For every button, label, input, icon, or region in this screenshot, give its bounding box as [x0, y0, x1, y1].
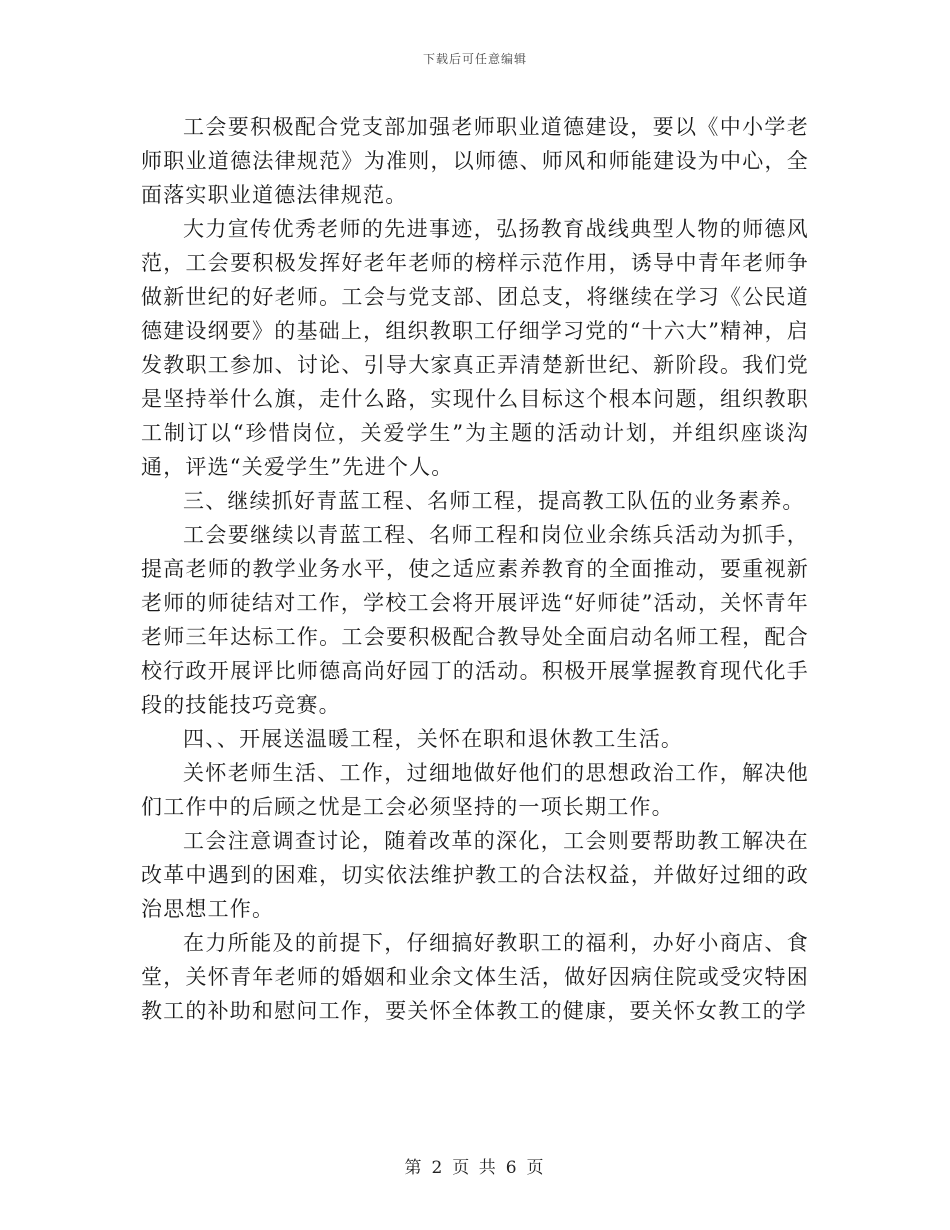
paragraph: 工会注意调查讨论，随着改革的深化，工会则要帮助教工解决在改革中遇到的困难，切实依法维护教工的合法权益，并做好过细的政治思想工作。	[141, 829, 809, 921]
footer-middle: 页 共	[452, 1158, 498, 1178]
current-page-number: 2	[431, 1158, 445, 1178]
paragraph: 在力所能及的前提下，仔细搞好教职工的福利，办好小商店、食堂，关怀青年老师的婚姻和业余文体生活，做好因病住院或受灾特困教工的补助和慰问工作，要关怀全体教工的健康，要关怀女教工的学	[141, 931, 809, 1023]
paragraph: 工会要积极配合党支部加强老师职业道德建设，要以《中小学老师职业道德法律规范》为准则，以师德、师风和师能建设为中心，全面落实职业道德法律规范。	[141, 115, 809, 207]
paragraph: 工会要继续以青蓝工程、名师工程和岗位业余练兵活动为抓手，提高老师的教学业务水平，使之适应素养教育的全面推动，要重视新老师的师徒结对工作，学校工会将开展评选“好师徒”活动，关怀青年老师三年达标工作。工会要积极配合教导处全面启动名师工程，配合校行政开展评比师德高尚好园丁的活动。积极开展掌握教育现代化手段的技能技巧竞赛。	[141, 523, 809, 717]
section-heading: 四、、开展送温暖工程，关怀在职和退休教工生活。	[183, 727, 684, 751]
section-heading: 三、继续抓好青蓝工程、名师工程，提高教工队伍的业务素养。	[183, 489, 805, 513]
paragraph: 大力宣传优秀老师的先进事迹，弘扬教育战线典型人物的师德风范，工会要积极发挥好老年老师的榜样示范作用，诱导中青年老师争做新世纪的好老师。工会与党支部、团总支，将继续在学习《公民道德建设纲要》的基础上，组织教职工仔细学习党的“十六大”精神，启发教职工参加、讨论、引导大家真正弄清楚新世纪、新阶段。我们党是坚持举什么旗，走什么路，实现什么目标这个根本问题，组织教职工制订以“珍惜岗位，关爱学生”为主题的活动计划，并组织座谈沟通，评选“关爱学生”先进个人。	[141, 217, 809, 479]
footer-suffix: 页	[526, 1158, 546, 1178]
page-number-footer	[0, 1153, 950, 1178]
page-header-note: 下载后可任意编辑	[422, 52, 527, 66]
document-body	[141, 110, 809, 1028]
footer-prefix: 第	[404, 1158, 424, 1178]
paragraph: 关怀老师生活、工作，过细地做好他们的思想政治工作，解决他们工作中的后顾之忧是工会必须坚持的一项长期工作。	[141, 761, 809, 819]
total-page-count: 6	[505, 1158, 519, 1178]
